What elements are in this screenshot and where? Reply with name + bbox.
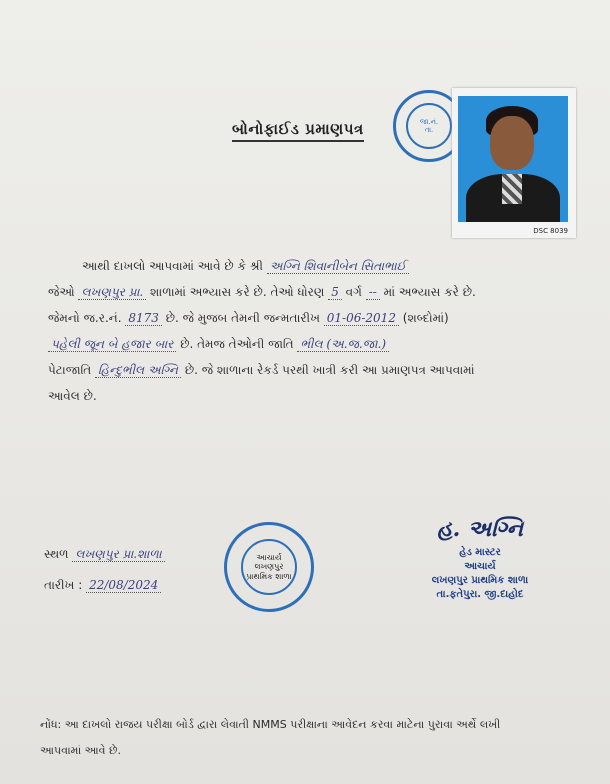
division-value: -- (366, 285, 380, 300)
date-value: 22/08/2024 (86, 578, 161, 593)
headmaster-location: તા.ફતેપુરા. જી.દાહોદ (436, 589, 524, 600)
photo-face (490, 116, 534, 170)
place-line (44, 547, 165, 562)
headmaster-overlay-stamp: આચાર્ય (464, 561, 496, 572)
certificate-body (48, 253, 588, 409)
text-segment: જેઓ (48, 285, 75, 299)
date-label: તારીખ : (44, 578, 83, 592)
text-segment: શાળામાં અભ્યાસ કરે છે. તેઓ ધોરણ (150, 285, 325, 299)
stamp-ref-label: જા.નં. (419, 117, 439, 126)
student-name: અગ્નિ શિવાનીબેન સિતાભાઈ (267, 259, 409, 274)
footnote-line-2: આપવામાં આવે છે. (40, 744, 121, 757)
text-segment: છે. તેમજ તેઓની જાતિ (180, 337, 294, 351)
date-line (44, 578, 161, 593)
dob-in-words: પહેલી જૂન બે હજાર બાર (48, 337, 176, 352)
principal-stamp (224, 522, 314, 612)
headmaster-role: હેડ માસ્ટર (459, 547, 501, 558)
place-value: લખણપુર પ્રા.શાળા (72, 547, 164, 562)
text-segment: માં અભ્યાસ કરે છે. (383, 285, 476, 299)
stamp-line-3: પ્રાથમિક શાળા (246, 571, 292, 581)
stamp-date-label: તા. (424, 126, 434, 134)
place-label: સ્થળ (44, 547, 69, 561)
student-photo (452, 88, 576, 238)
body-line-6: આવેલ છે. (48, 389, 97, 403)
school-name: લખણપુર પ્રા. (78, 285, 146, 300)
headmaster-signature: હ. અગ્નિ (436, 516, 524, 542)
text-segment: વર્ગ (345, 285, 362, 299)
photo-collar (502, 174, 522, 204)
body-line-1 (48, 253, 588, 279)
text-segment: પેટાજાતિ (48, 363, 92, 377)
headmaster-signature-block (400, 512, 560, 602)
footnote (40, 712, 580, 764)
text-segment: જેમનો જ.ર.નં. (48, 311, 122, 325)
footnote-line-1: નોંધ: આ દાખલો રાજય પરીક્ષા બોર્ડ દ્વારા લેવાતી NMMS પરીક્ષાના આવેદન કરવા માટેના પુરાવા અર્થે લખી (40, 718, 501, 731)
certificate-title: બોનોફાઈડ પ્રમાણપત્ર (232, 120, 364, 142)
headmaster-school: લખણપુર પ્રાથમિક શાળા (431, 575, 529, 586)
body-line-2 (48, 279, 588, 305)
body-line-4 (48, 331, 588, 357)
text-segment: છે. જે શાળાના રેકર્ડ પરથી ખાત્રી કરી આ પ્રમાણપત્ર આપવામાં (184, 363, 475, 377)
text-segment: છે. જે મુજબ તેમની જન્મતારીખ (165, 311, 320, 325)
stamp-line-1: આચાર્ય (256, 552, 282, 562)
photo-image (458, 96, 568, 222)
stamp-line-2: લખણપુર (254, 562, 284, 572)
body-line-3 (48, 305, 588, 331)
date-of-birth: 01-06-2012 (324, 311, 399, 326)
standard-value: 5 (328, 285, 342, 300)
text-segment: આથી દાખલો આપવામાં આવે છે કે શ્રી (82, 259, 263, 273)
text-segment: (શબ્દોમાં) (402, 311, 449, 325)
photo-code: DSC 8039 (533, 227, 568, 235)
gr-number: 8173 (125, 311, 162, 326)
body-line-5 (48, 357, 588, 383)
caste-value: ભીલ (અ.જ.જા.) (297, 337, 389, 352)
subcaste-value: હિન્દુભીલ અગ્નિ (95, 363, 181, 378)
